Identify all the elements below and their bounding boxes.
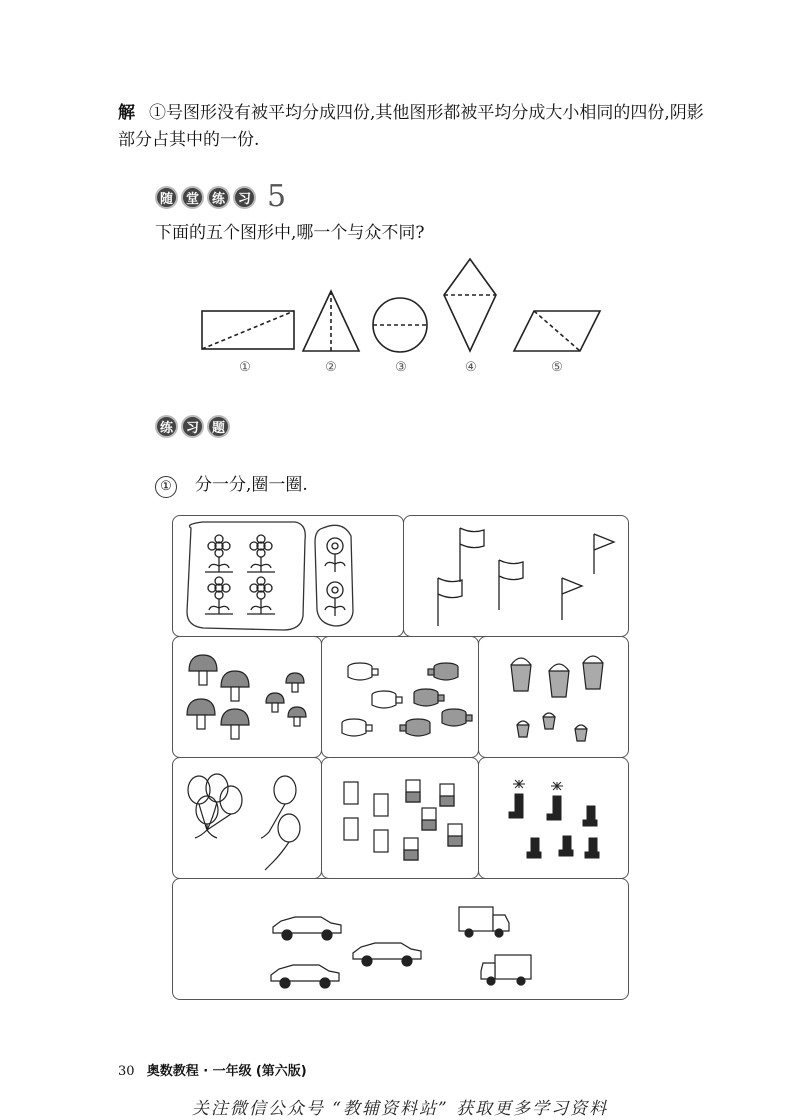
shape-rectangle	[202, 311, 294, 349]
cups-illustration	[322, 637, 478, 757]
shapes-figure	[190, 255, 620, 360]
shape-circle	[373, 298, 427, 352]
cell-mushrooms	[172, 636, 322, 758]
shape-label: ③	[395, 360, 407, 375]
balloons-illustration	[173, 758, 321, 878]
badge-char: 随	[155, 186, 178, 209]
glasses-illustration	[322, 758, 478, 878]
badge-char: 堂	[181, 186, 204, 209]
shape-kite	[444, 259, 496, 351]
badge-char: 习	[233, 186, 256, 209]
shape-label: ①	[239, 360, 251, 375]
buckets-illustration	[479, 637, 628, 757]
shape-label: ④	[465, 360, 477, 375]
cell-flags	[403, 515, 629, 637]
footer	[118, 1060, 307, 1079]
cell-vehicles	[172, 878, 629, 1000]
exercise-text: 分一分,圈一圈.	[195, 475, 308, 495]
badge-char: 习	[181, 415, 204, 438]
flags-illustration	[404, 516, 628, 636]
solution-text: ①号图形没有被平均分成四份,其他图形都被平均分成大小相同的四份,阴影部分占其中的一份.	[118, 103, 704, 150]
badge-char: 练	[207, 186, 230, 209]
practice-heading	[155, 179, 287, 214]
practice-number: 5	[267, 179, 287, 214]
book-edition: (第六版)	[255, 1064, 307, 1079]
badge-char: 题	[207, 415, 230, 438]
cell-candles	[478, 757, 629, 879]
shape-parallelogram	[514, 311, 600, 351]
exercise-1	[155, 470, 308, 498]
cell-cups	[321, 636, 479, 758]
shape-label: ⑤	[551, 360, 563, 375]
mushrooms-illustration	[173, 637, 321, 757]
shape-triangle	[303, 291, 359, 351]
cell-balloons	[172, 757, 322, 879]
badge-char: 练	[155, 415, 178, 438]
cell-buckets	[478, 636, 629, 758]
exercises-heading	[155, 415, 233, 438]
cell-flowers	[172, 515, 404, 637]
flowers-illustration	[173, 516, 403, 636]
shape-label: ②	[325, 360, 337, 375]
page-number: 30	[118, 1064, 135, 1079]
solution-paragraph	[118, 100, 708, 154]
exercise-number: ①	[155, 476, 177, 498]
practice-question: 下面的五个图形中,哪一个与众不同?	[155, 223, 425, 243]
book-title: 奥数教程 · 一年级	[146, 1064, 252, 1079]
candles-illustration	[479, 758, 628, 878]
solution-label: 解	[118, 103, 135, 123]
vehicles-illustration	[173, 879, 628, 999]
watermark-text: 关注微信公众号 “教辅资料站” 获取更多学习资料	[191, 1099, 609, 1119]
cell-glasses	[321, 757, 479, 879]
